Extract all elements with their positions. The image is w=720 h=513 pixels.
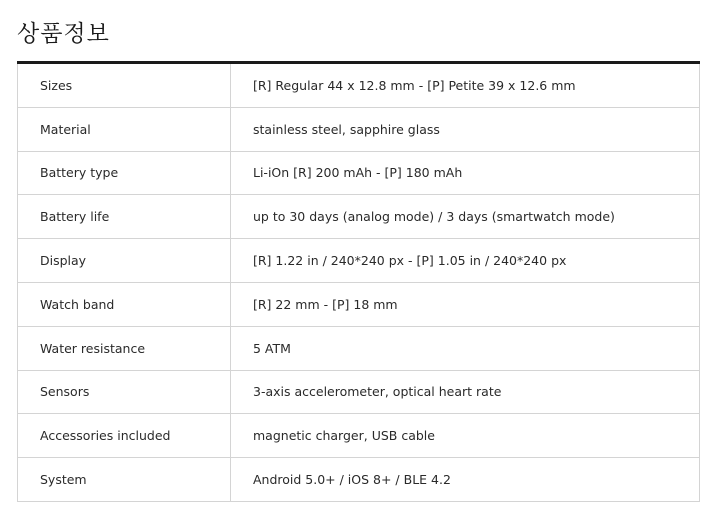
- spec-value: magnetic charger, USB cable: [231, 414, 700, 458]
- spec-label: Accessories included: [18, 414, 231, 458]
- table-row: [18, 414, 700, 458]
- spec-label: Battery life: [18, 195, 231, 239]
- table-row: [18, 370, 700, 414]
- spec-value: stainless steel, sapphire glass: [231, 107, 700, 151]
- spec-label: Water resistance: [18, 326, 231, 370]
- page-title: 상품정보: [17, 21, 110, 47]
- spec-table: [17, 61, 700, 502]
- table-row: [18, 107, 700, 151]
- table-row: [18, 195, 700, 239]
- spec-label: Sizes: [18, 63, 231, 108]
- table-row: [18, 282, 700, 326]
- spec-value: [R] 22 mm - [P] 18 mm: [231, 282, 700, 326]
- table-row: [18, 326, 700, 370]
- spec-label: System: [18, 458, 231, 502]
- table-row: [18, 151, 700, 195]
- spec-value: Android 5.0+ / iOS 8+ / BLE 4.2: [231, 458, 700, 502]
- table-row: [18, 458, 700, 502]
- table-row: [18, 63, 700, 108]
- spec-value: up to 30 days (analog mode) / 3 days (smartwatch mode): [231, 195, 700, 239]
- spec-value: Li-iOn [R] 200 mAh - [P] 180 mAh: [231, 151, 700, 195]
- spec-label: Sensors: [18, 370, 231, 414]
- table-row: [18, 239, 700, 283]
- spec-label: Watch band: [18, 282, 231, 326]
- spec-value: 5 ATM: [231, 326, 700, 370]
- spec-value: 3-axis accelerometer, optical heart rate: [231, 370, 700, 414]
- spec-value: [R] 1.22 in / 240*240 px - [P] 1.05 in / 240*240 px: [231, 239, 700, 283]
- spec-value: [R] Regular 44 x 12.8 mm - [P] Petite 39 x 12.6 mm: [231, 63, 700, 108]
- spec-label: Display: [18, 239, 231, 283]
- spec-label: Material: [18, 107, 231, 151]
- spec-label: Battery type: [18, 151, 231, 195]
